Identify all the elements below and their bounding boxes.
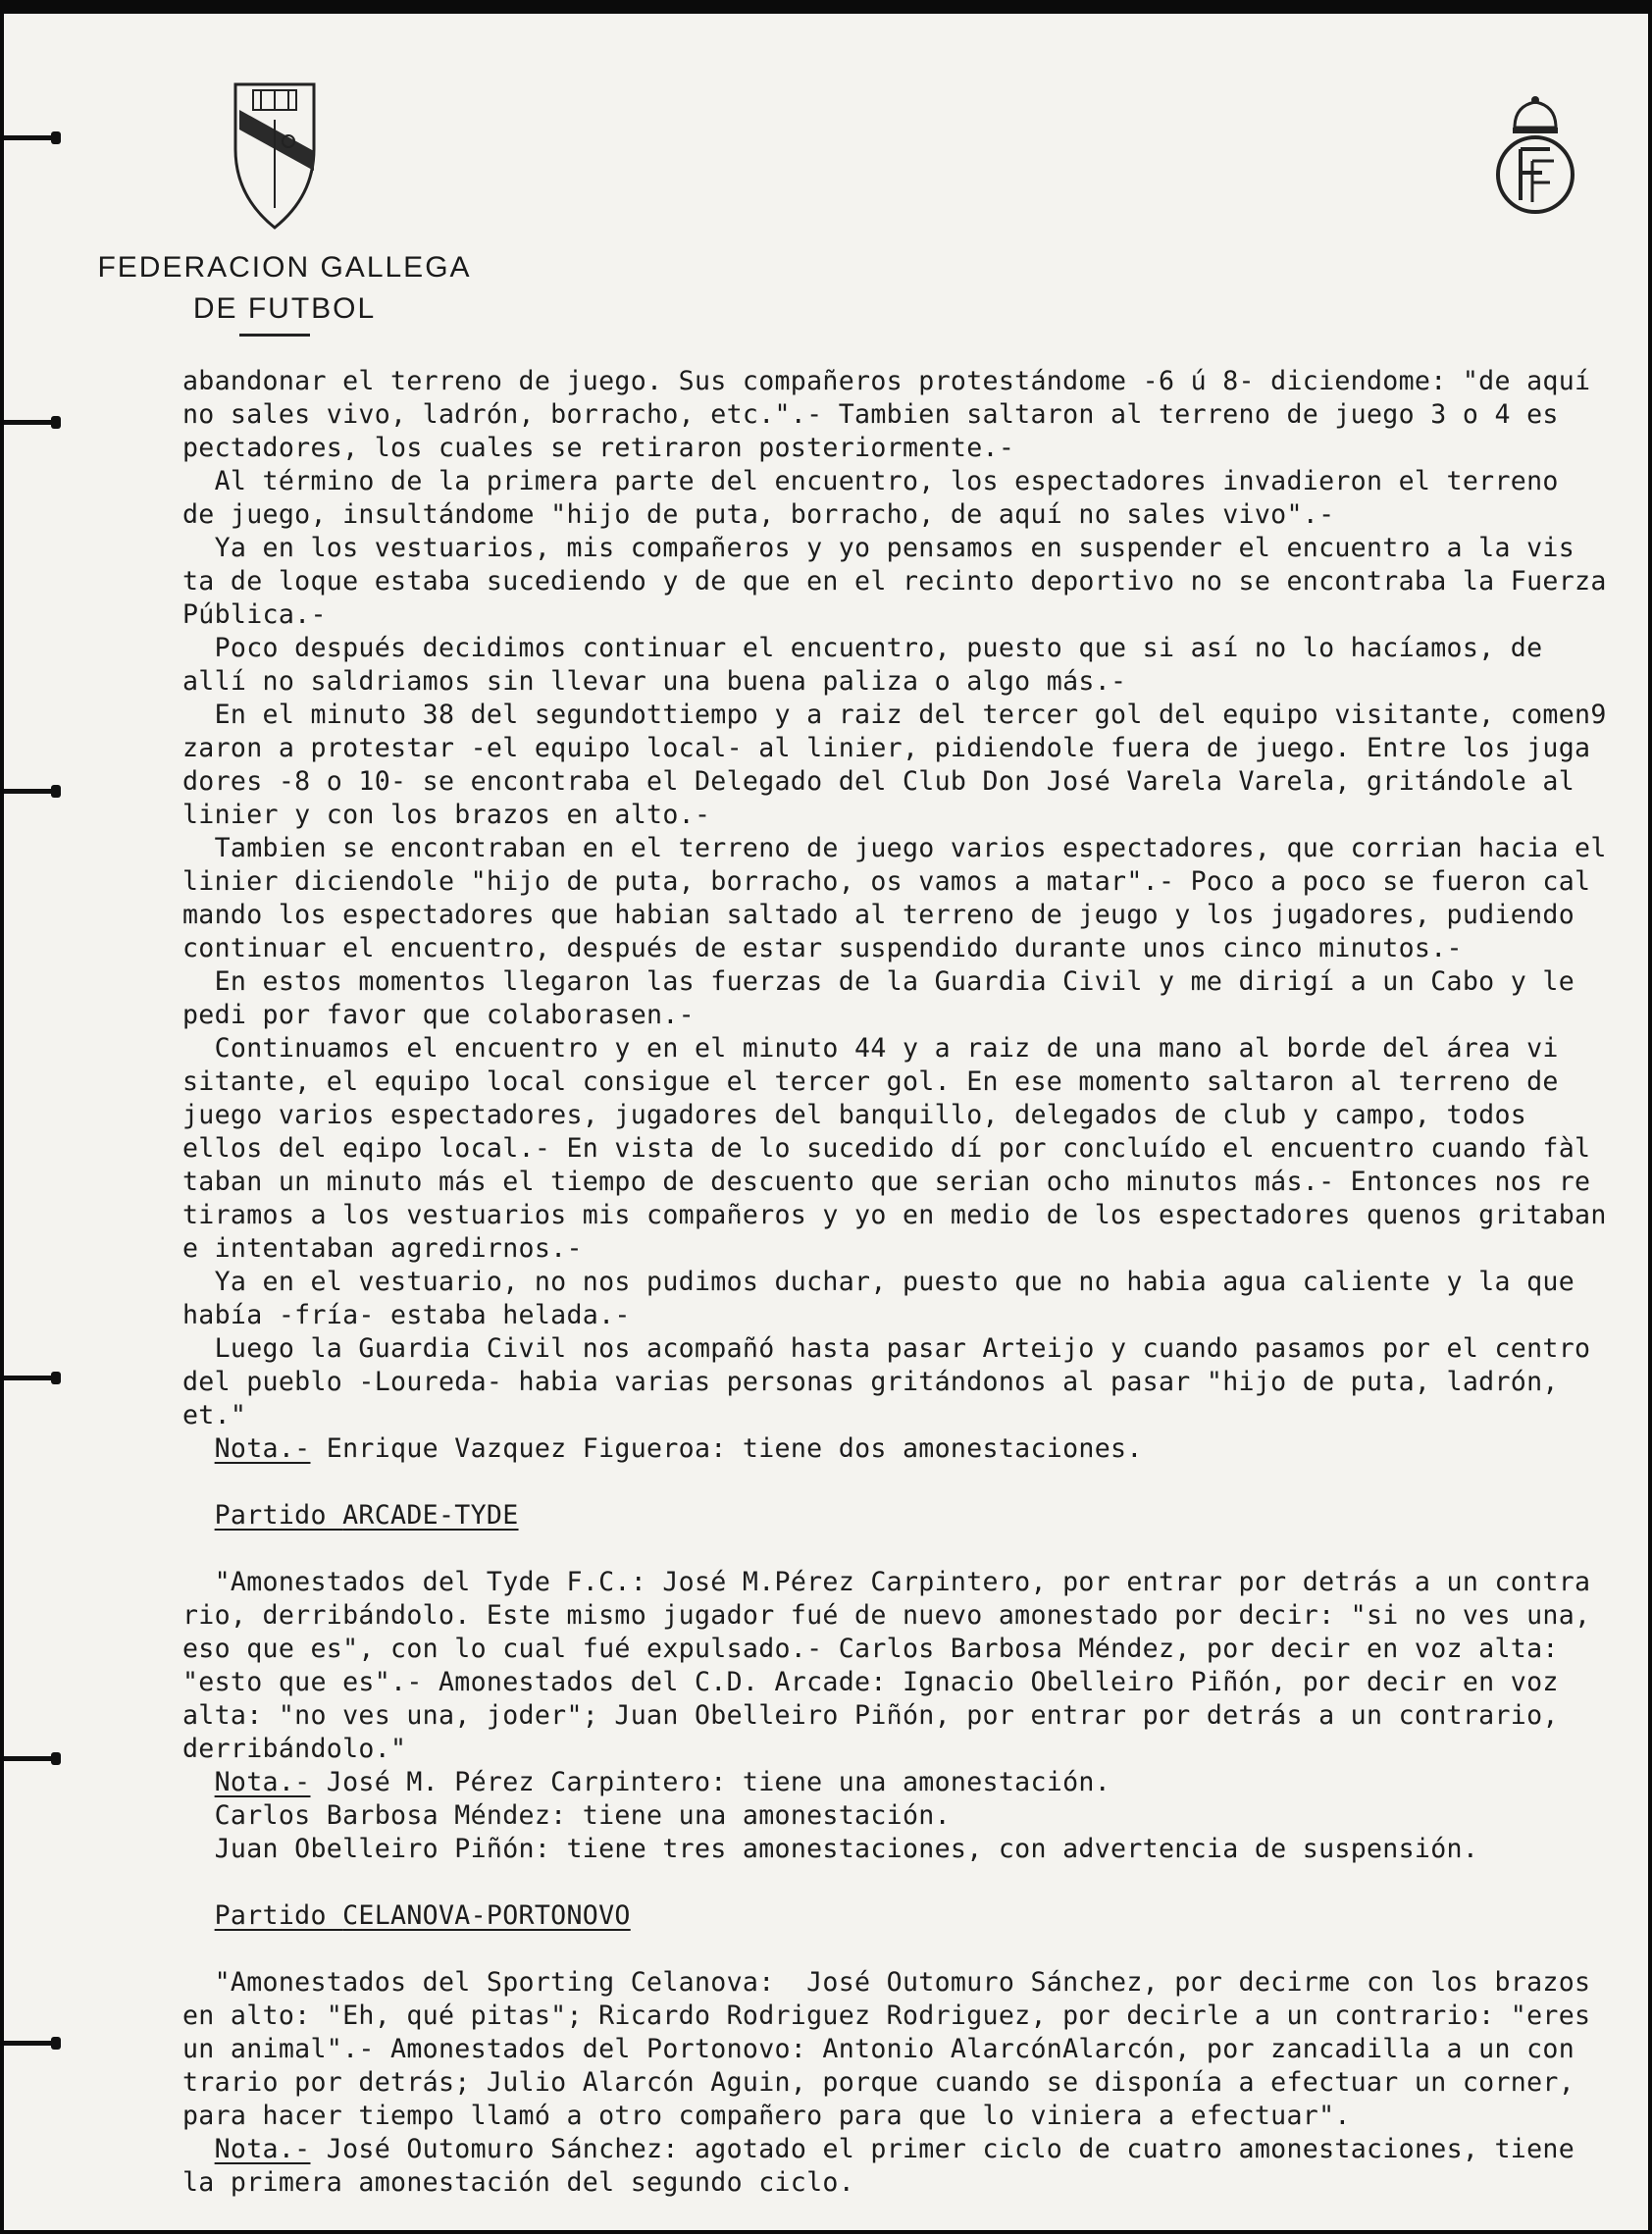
text-line: zaron a protestar -el equipo local- al linier, pidiendole fuera de juego. Entre los juga [182,733,1591,763]
nota-text: Juan Obelleiro Piñón: tiene tres amonestaciones, con advertencia de suspensión. [214,1834,1479,1864]
document-page [4,14,1648,2230]
text-line: "esto que es".- Amonestados del C.D. Arcade: Ignacio Obelleiro Piñón, por decir en voz [182,1667,1559,1697]
text-line: para hacer tiempo llamó a otro compañero para que lo viniera a efectuar". [182,2101,1351,2131]
binding-hole [4,789,61,794]
text-line: Ya en los vestuarios, mis compañeros y yo pensamos en suspender el encuentro a la vis [182,533,1575,563]
text-line: había -fría- estaba helada.- [182,1300,631,1330]
nota-line [182,2133,1625,2166]
match-heading [182,1499,1625,1533]
text-line: allí no saldriamos sin llevar una buena paliza o algo más.- [182,666,1127,697]
text-line: ellos del eqipo local.- En vista de lo sucedido dí por concluído el encuentro cuando fàl [182,1133,1591,1164]
nota-label: Nota.- [214,1767,311,1797]
federation-name-line1: FEDERACION GALLEGA [97,251,472,284]
text-line: Ya en el vestuario, no nos pudimos duchar, puesto que no habia agua caliente y la que [182,1267,1575,1297]
nota-label: Nota.- [214,2134,311,2164]
match-heading-prefix: Partido [214,1900,343,1931]
text-line: rio, derribándolo. Este mismo jugador fué de nuevo amonestado por decir: "si no ves una, [182,1600,1591,1631]
text-line: pedi por favor que colaborasen.- [182,1000,695,1030]
text-line: trario por detrás; Julio Alarcón Aguin, porque cuando se disponía a efectuar un corner, [182,2067,1575,2098]
spanish-federation-crest-icon [1493,92,1577,218]
text-line: dores -8 o 10- se encontraba el Delegado del Club Don José Varela Varela, gritándole al [182,766,1575,797]
match-report-paragraph [182,1566,1625,1766]
text-line: abandonar el terreno de juego. Sus compañeros protestándome -6 ú 8- diciendome: "de aquí [182,366,1591,396]
text-line: continuar el encuentro, después de estar suspendido durante unos cinco minutos.- [182,933,1463,963]
text-line: pectadores, los cuales se retiraron posteriormente.- [182,433,1015,463]
nota-line [182,1799,1625,1833]
text-line: sitante, el equipo local consigue el tercer gol. En ese momento saltaron al terreno de [182,1066,1559,1097]
text-line: Continuamos el encuentro y en el minuto 44 y a raiz de una mano al borde del área vi [182,1033,1559,1064]
match-heading-name: CELANOVA-PORTONOVO [342,1900,631,1931]
text-line: En el minuto 38 del segundottiempo y a raiz del tercer gol del equipo visitante, comen9 [182,700,1607,730]
match-heading [182,1899,1625,1933]
text-line: linier y con los brazos en alto.- [182,800,711,830]
text-line: "Amonestados del Sporting Celanova: José Outomuro Sánchez, por decirme con los brazos [214,1967,1591,1998]
nota-line [182,1432,1625,1466]
text-line: "Amonestados del Tyde F.C.: José M.Pérez Carpintero, por entrar por detrás a un contra [214,1567,1591,1597]
binding-hole [4,2041,61,2046]
text-line: tiramos a los vestuarios mis compañeros y yo en medio de los espectadores quenos gritaban [182,1200,1607,1230]
text-line: un animal".- Amonestados del Portonovo: Antonio AlarcónAlarcón, por zancadilla a un con [182,2034,1575,2064]
federation-name-line2: DE FUTBOL [192,292,377,325]
text-line: no sales vivo, ladrón, borracho, etc.".- Tambien saltaron al terreno de juego 3 o 4 es [182,399,1559,430]
text-line: derribándolo." [182,1734,407,1764]
nota-text: José Outomuro Sánchez: agotado el primer ciclo de cuatro amonestaciones, tiene [310,2134,1575,2164]
binding-hole [4,1756,61,1761]
match-report-paragraph [182,1966,1625,2133]
text-line: ta de loque estaba sucediendo y de que en el recinto deportivo no se encontraba la Fuerza [182,566,1607,597]
text-line: Poco después decidimos continuar el encuentro, puesto que si así no lo hacíamos, de [182,633,1543,663]
text-line: mando los espectadores que habian saltado al terreno de jeugo y los jugadores, pudiendo [182,900,1575,930]
text-line: alta: "no ves una, joder"; Juan Obelleiro Piñón, por entrar por detrás a un contrario, [182,1700,1559,1731]
incident-report-paragraph [182,365,1625,1432]
text-line: e intentaban agredirnos.- [182,1233,583,1264]
text-line: Tambien se encontraban en el terreno de juego varios espectadores, que corrian hacia el [182,833,1607,863]
text-line: Luego la Guardia Civil nos acompañó hasta pasar Arteijo y cuando pasamos por el centro [182,1333,1591,1364]
text-line: de juego, insultándome "hijo de puta, borracho, de aquí no sales vivo".- [182,499,1335,530]
federation-name [78,247,490,330]
text-line: Al término de la primera parte del encuentro, los espectadores invadieron el terreno [182,466,1559,496]
text-line: et." [182,1400,247,1430]
nota-line [182,1766,1625,1799]
binding-hole [4,420,61,425]
binding-hole [4,135,61,140]
text-line: la primera amonestación del segundo ciclo. [182,2167,855,2198]
text-line: taban un minuto más el tiempo de descuento que serian ocho minutos más.- Entonces nos re [182,1167,1591,1197]
text-line: linier diciendole "hijo de puta, borracho, os vamos a matar".- Poco a poco se fueron cal [182,866,1591,897]
text-line: Pública.- [182,599,327,630]
text-line: eso que es", con lo cual fué expulsado.- Carlos Barbosa Méndez, por decir en voz alta: [182,1634,1559,1664]
nota-label: Nota.- [214,1433,311,1464]
match-heading-name: ARCADE-TYDE [342,1500,519,1531]
text-line: juego varios espectadores, jugadores del banquillo, delegados de club y campo, todos [182,1100,1527,1130]
letter-body [182,365,1625,2200]
galician-federation-shield-icon [232,80,318,232]
match-heading-prefix: Partido [214,1500,343,1531]
text-line: del pueblo -Loureda- habia varias personas gritándonos al pasar "hijo de puta, ladrón, [182,1367,1559,1397]
nota-text: José M. Pérez Carpintero: tiene una amonestación. [310,1767,1111,1797]
nota-text: Enrique Vazquez Figueroa: tiene dos amonestaciones. [310,1433,1143,1464]
nota-line [182,1833,1625,1866]
nota-text: Carlos Barbosa Méndez: tiene una amonestación. [214,1800,951,1831]
text-line: en alto: "Eh, qué pitas"; Ricardo Rodriguez Rodriguez, por decirle a un contrario: "eres [182,2000,1591,2031]
header-rule [239,334,310,337]
text-line: En estos momentos llegaron las fuerzas de la Guardia Civil y me dirigí a un Cabo y le [182,966,1575,997]
binding-hole [4,1376,61,1380]
